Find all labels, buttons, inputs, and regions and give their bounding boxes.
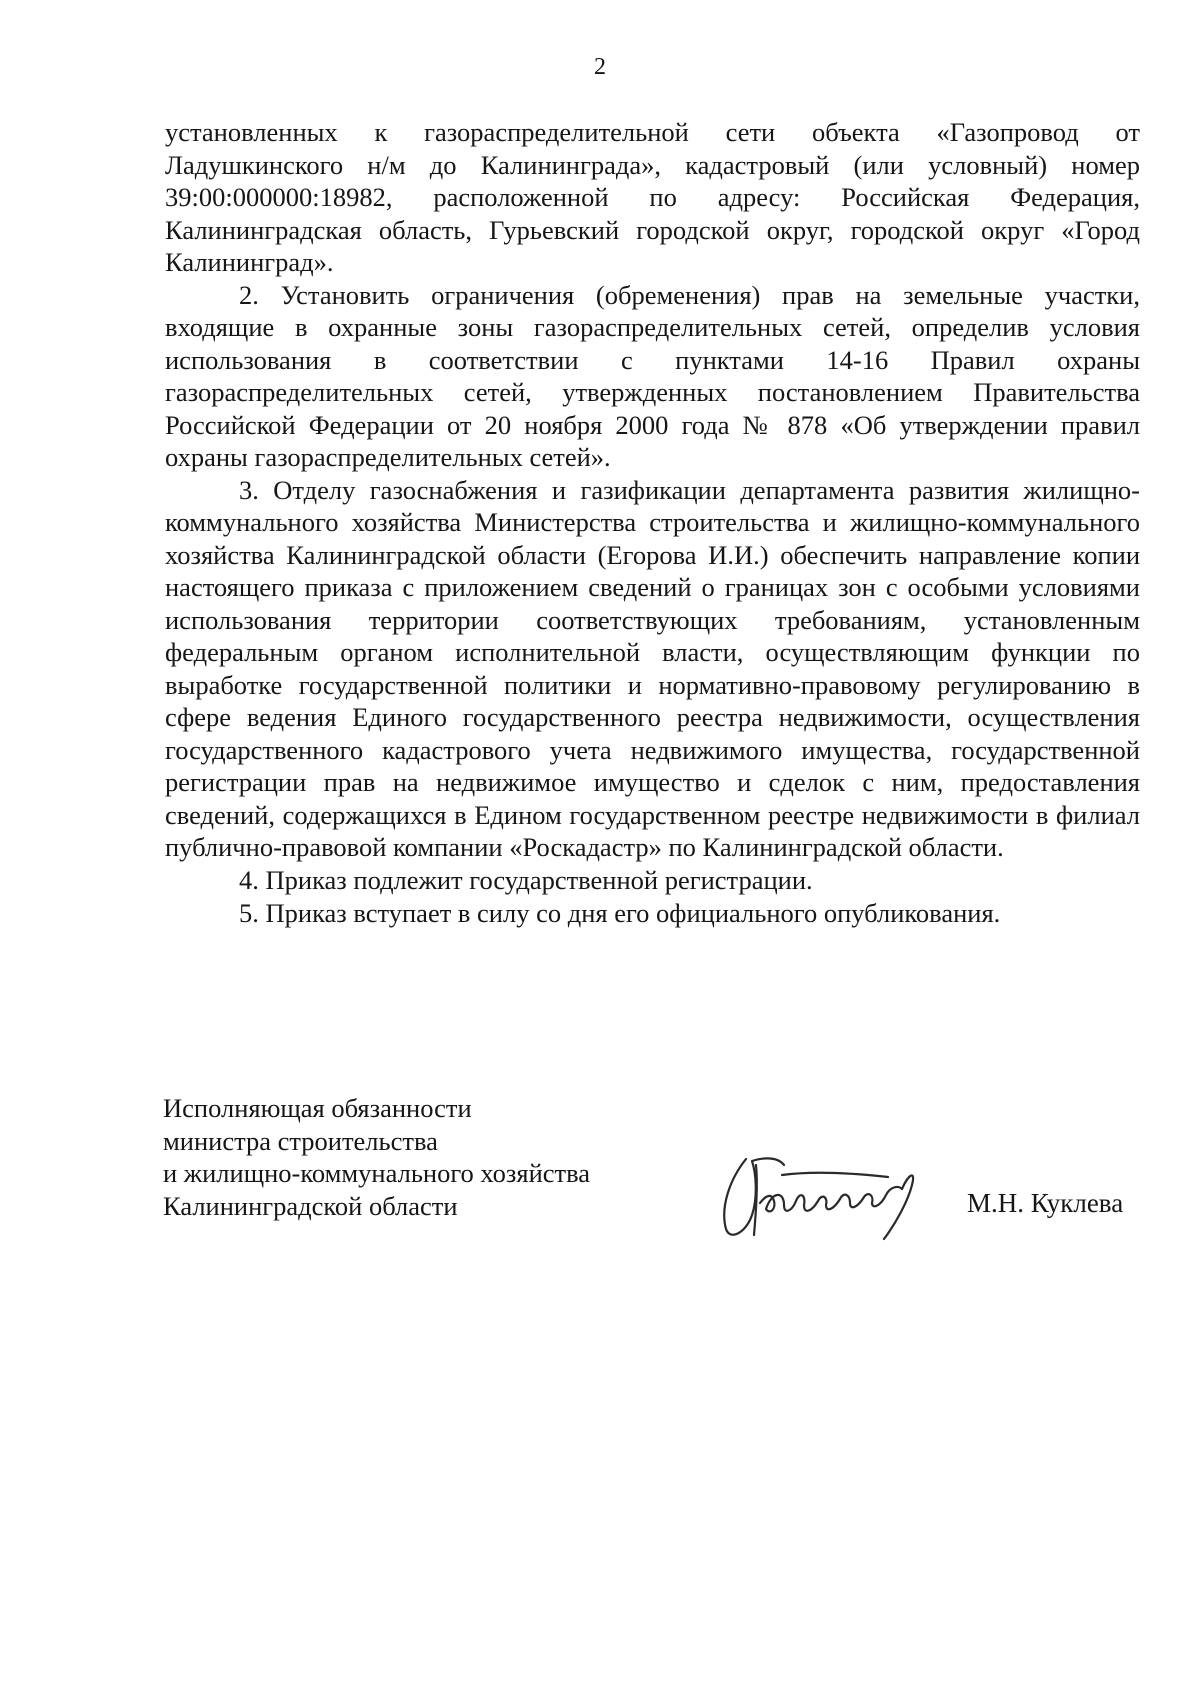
position-line: министра строительства xyxy=(163,1125,438,1156)
handwritten-signature-icon xyxy=(712,1145,932,1245)
paragraph-continuation: установленных к газораспределительной сети объекта «Газопровод от Ладушкинского н/м до Калининграда», кадастровый (или условный) номер 39:00:000000:18982, расположенной по адресу: Российская Федерация, Калининградская область, Гурьевский городской округ, городской округ «Город Калининград». xyxy=(165,117,1140,277)
position-line: Исполняющая обязанности xyxy=(163,1093,472,1123)
signer-name: М.Н. Куклева xyxy=(967,1188,1124,1218)
paragraph-item-2: 2. Установить ограничения (обременения) прав на земельные участки, входящие в охранные зоны газораспределительных сетей, определив условия использования в соответствии с пунктами 14-16 Правил охраны газораспределительных сетей, утвержденных постановлением Правительства Российской Федерации от 20 ноября 2000 года № 878 «Об утверждении правил охраны газораспределительных сетей». xyxy=(165,279,1140,472)
document-body xyxy=(165,116,1140,930)
position-line: и жилищно-коммунального хозяйства xyxy=(163,1158,591,1188)
paragraph-item-5: 5. Приказ вступает в силу со дня его официального опубликования. xyxy=(239,898,1001,928)
signatory-position xyxy=(163,1092,590,1222)
paragraph-item-4: 4. Приказ подлежит государственной регистрации. xyxy=(239,864,813,895)
paragraph-item-3: 3. Отделу газоснабжения и газификации департамента развития жилищно-коммунального хозяйства Министерства строительства и жилищно-коммунального хозяйства Калининградской области (Егорова И.И.) обеспечить направление копии настоящего приказа с приложением сведений о границах зон с особыми условиями использования территории соответствующих требованиям, установленным федеральным органом исполнительной власти, осуществляющим функции по выработке государственной политики и нормативно-правовому регулированию в сфере ведения Единого государственного реестра недвижимости, осуществления государственного кадастрового учета недвижимого имущества, государственной регистрации прав на недвижимое имущество и сделок с ним, предоставления сведений, содержащихся в Едином государственном реестре недвижимости в филиал публично-правовой компании «Роскадастр» по Калининградской области. xyxy=(165,474,1140,862)
page-number: 2 xyxy=(594,54,606,80)
position-line: Калининградской области xyxy=(163,1190,458,1221)
